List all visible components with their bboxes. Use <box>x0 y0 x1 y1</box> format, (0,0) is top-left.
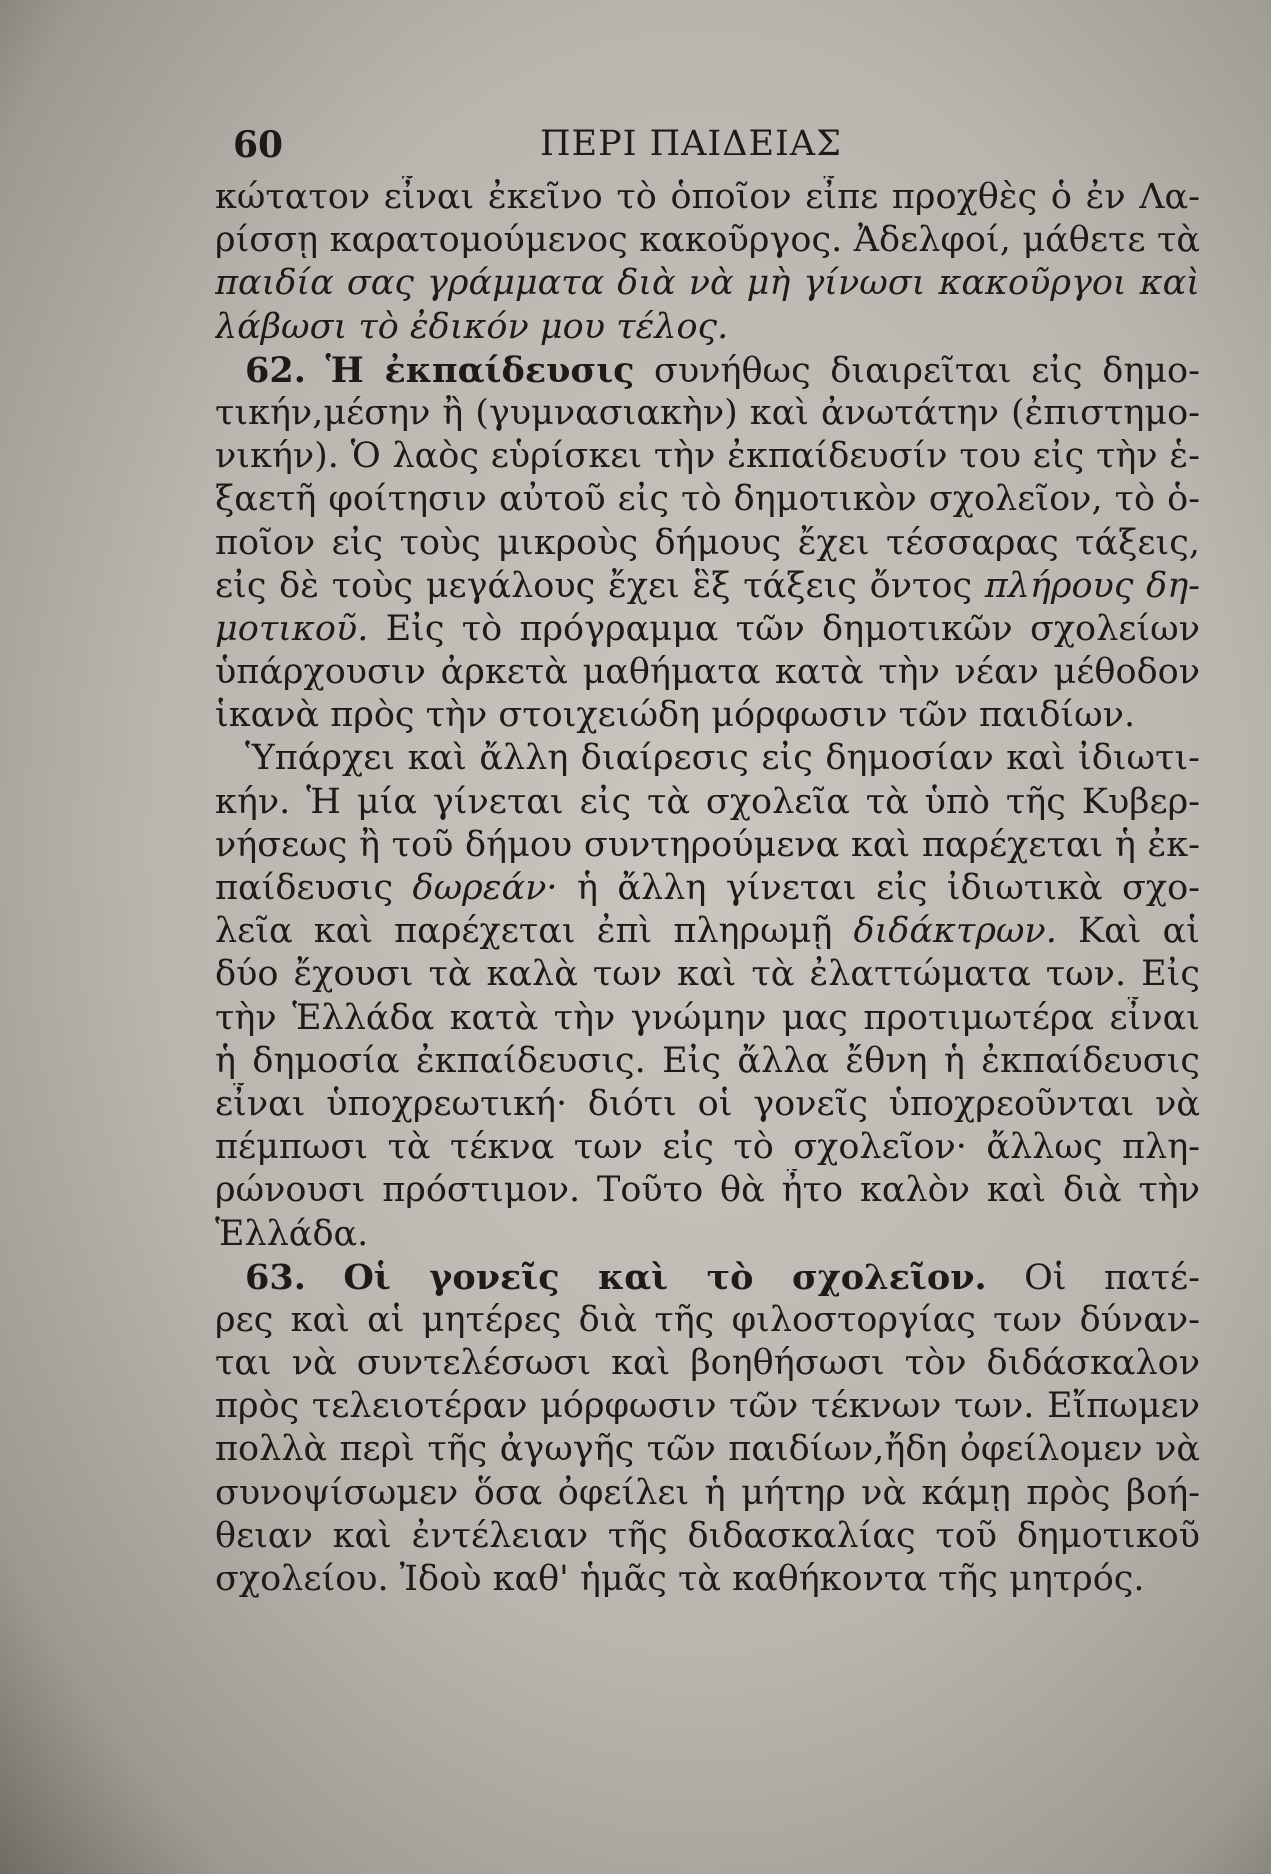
text-line: ἱκανὰ πρὸς τὴν στοιχειώδη μόρφωσιν τῶν παιδίων. <box>215 695 1136 736</box>
text-line: Ὑπάρχει καὶ ἄλλη διαίρεσις εἰς δημοσίαν καὶ ἰδιωτι- <box>245 738 1200 779</box>
text-line: ρώνουσι πρόστιμον. Τοῦτο θὰ ἦτο καλὸν καὶ διὰ τὴν <box>215 1170 1200 1211</box>
italic-span: διδάκτρων. <box>853 911 1057 952</box>
text-line: πέμπωσι τὰ τέκνα των εἰς τὸ σχολεῖον· ἄλλως πλη- <box>215 1127 1200 1168</box>
text-line: δύο ἔχουσι τὰ καλὰ των καὶ τὰ ἐλαττώματα των. Εἰς <box>215 954 1200 995</box>
italic-span: μοτικοῦ. <box>215 608 369 649</box>
text-span: ἡ ἄλλη γίνεται εἰς ἰδιωτικὰ σχο- <box>576 868 1200 908</box>
page-header <box>215 118 1200 176</box>
text-line: εἶναι ὑποχρεωτική· διότι οἱ γονεῖς ὑποχρεοῦνται νὰ <box>215 1083 1200 1124</box>
text-line: τικήν,μέσην ἢ (γυμνασιακὴν) καὶ ἀνωτάτην (ἐπιστημο- <box>215 392 1200 433</box>
text-span: συνήθως διαιρεῖται εἰς δημο- <box>654 350 1200 391</box>
text-line: θειαν καὶ ἐντέλειαν τῆς διδασκαλίας τοῦ δημοτικοῦ <box>215 1515 1200 1556</box>
text-line <box>215 565 1200 608</box>
text-line: ται νὰ συντελέσωσι καὶ βοηθήσωσι τὸν διδάσκαλον <box>215 1343 1200 1384</box>
text-span: Καὶ αἱ <box>1077 911 1200 952</box>
text-line: συνοψίσωμεν ὅσα ὀφείλει ἡ μήτηρ νὰ κάμῃ πρὸς βοή- <box>215 1472 1200 1513</box>
italic-span: πλήρους δη- <box>984 565 1200 606</box>
text-line: Ἑλλάδα. <box>215 1213 369 1254</box>
text-line: ρες καὶ αἱ μητέρες διὰ τῆς φιλοστοργίας των δύναν- <box>215 1299 1200 1340</box>
italic-span: δωρεάν· <box>412 868 558 908</box>
text-line <box>215 608 1200 651</box>
text-line: πολλὰ περὶ τῆς ἀγωγῆς τῶν παιδίων,ἤδη ὀφείλομεν νὰ <box>215 1429 1200 1470</box>
page-number: 60 <box>233 124 284 166</box>
text-line: τὴν Ἑλλάδα κατὰ τὴν γνώμην μας προτιμωτέρα εἶναι <box>215 997 1200 1038</box>
section-63-heading-line <box>215 1256 1200 1299</box>
text-line: ἡ δημοσία ἐκπαίδευσις. Εἰς ἄλλα ἔθνη ἡ ἐκπαίδευσις <box>215 1040 1200 1081</box>
text-span: ρίσσῃ καρατομούμενος κακοῦργος. Ἀδελφοί, μάθετε τὰ <box>215 220 1200 261</box>
section-number: 62. <box>245 349 306 391</box>
text-span: εἰς δὲ τοὺς μεγάλους ἔχει ἓξ τάξεις ὄντος <box>215 565 973 606</box>
text-line <box>215 910 1200 953</box>
text-line: ὑπάρχουσιν ἀρκετὰ μαθήματα κατὰ τὴν νέαν μέθοδον <box>215 652 1200 693</box>
text-line: πρὸς τελειοτέραν μόρφωσιν τῶν τέκνων των. Εἴπωμεν <box>215 1386 1200 1427</box>
text-line: κώτατον εἶναι ἐκεῖνο τὸ ὁποῖον εἶπε προχθὲς ὁ ἐν Λα- <box>215 177 1200 217</box>
running-title: ΠΕΡΙ ΠΑΙΔΕΙΑΣ <box>540 124 842 164</box>
text-line: ξαετῆ φοίτησιν αὐτοῦ εἰς τὸ δημοτικὸν σχολεῖον, τὸ ὁ- <box>215 479 1200 520</box>
text-line: νήσεως ἢ τοῦ δήμου συντηρούμενα καὶ παρέχεται ἡ ἐκ- <box>215 824 1200 865</box>
text-line: λάβωσι τὸ ἐδικόν μου τέλος. <box>215 306 729 347</box>
text-span: Οἱ πατέ- <box>1024 1257 1200 1298</box>
section-62-heading-line <box>215 349 1200 392</box>
text-line <box>215 219 1200 262</box>
text-span: Εἰς τὸ πρόγραμμα τῶν δημοτικῶν σχολείων <box>385 608 1200 649</box>
text-line: παιδία σας γράμματα διὰ νὰ μὴ γίνωσι κακοῦργοι καὶ <box>215 263 1200 304</box>
text-span: λεῖα καὶ παρέχεται ἐπὶ πληρωμῇ <box>215 911 833 952</box>
text-line: σχολείου. Ἰδοὺ καθ' ἡμᾶς τὰ καθήκοντα τῆς μητρός. <box>215 1559 1145 1599</box>
text-line: νικήν). Ὁ λαὸς εὑρίσκει τὴν ἐκπαίδευσίν του εἰς τὴν ἑ- <box>215 436 1200 477</box>
text-line: ποῖον εἰς τοὺς μικροὺς δήμους ἔχει τέσσαρας τάξεις, <box>215 522 1200 563</box>
text-line: κήν. Ἡ μία γίνεται εἰς τὰ σχολεῖα τὰ ὑπὸ τῆς Κυβερ- <box>215 781 1200 822</box>
section-title: Οἱ γονεῖς καὶ τὸ σχολεῖον. <box>343 1256 987 1298</box>
page-text-block <box>215 118 1200 1601</box>
section-title: Ἡ ἐκπαίδευσις <box>325 349 635 391</box>
text-line <box>215 867 1200 910</box>
text-span: παίδευσις <box>215 868 394 908</box>
section-number: 63. <box>245 1256 306 1298</box>
